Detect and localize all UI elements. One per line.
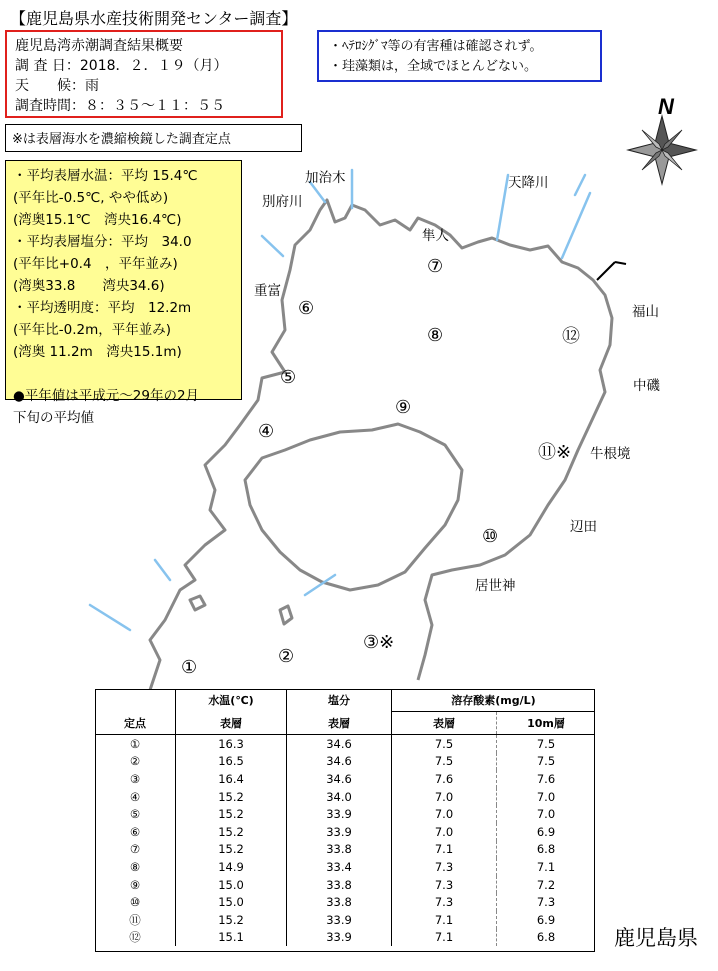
cell-salinity: 33.9 (287, 805, 392, 823)
stat-line: ・平均表層水温：平均 15.4℃ (13, 168, 198, 184)
header-temp-surface: 表層 (176, 712, 287, 735)
cell-station: ⑤ (129, 807, 141, 822)
station-marker-5: ⑤ (280, 367, 297, 388)
station-marker-2: ② (278, 646, 295, 667)
cell-salinity: 33.8 (287, 841, 392, 859)
place-fukuyama: 福山 (632, 304, 659, 320)
findings-box (317, 30, 602, 82)
table-row (95, 770, 595, 788)
stat-line: (平年比+0.4 ，平年並み) (13, 256, 178, 272)
cell-salinity: 34.6 (287, 735, 392, 753)
cell-oxygen-surface: 7.0 (392, 788, 497, 806)
cell-station: ⑪ (129, 912, 141, 927)
header-oxygen-10m: 10m層 (497, 712, 596, 735)
cell-oxygen-10m: 6.8 (497, 841, 596, 859)
cell-salinity: 33.4 (287, 858, 392, 876)
cell-oxygen-surface: 7.1 (392, 841, 497, 859)
table-row (95, 841, 595, 859)
stat-line: 下旬の平均値 (13, 410, 94, 426)
cell-salinity: 34.0 (287, 788, 392, 806)
cell-oxygen-surface: 7.1 (392, 911, 497, 929)
cell-station: ② (129, 754, 141, 769)
stat-line: ●平年値は平成元〜29年の2月 (13, 388, 200, 404)
cell-salinity: 34.6 (287, 770, 392, 788)
cell-temp: 16.5 (176, 753, 287, 771)
cell-oxygen-10m: 7.2 (497, 876, 596, 894)
cell-station: ③ (129, 771, 141, 786)
station-marker-4: ④ (258, 421, 275, 442)
cape-marker (597, 262, 615, 280)
cell-station: ⑧ (129, 859, 141, 874)
cell-oxygen-10m: 7.0 (497, 788, 596, 806)
place-ushinekyo: 牛根境 (590, 446, 631, 462)
stat-line: ・平均透明度：平均 12.2m (13, 300, 192, 316)
station-marker-10: ⑩ (482, 526, 499, 547)
cell-salinity: 33.8 (287, 876, 392, 894)
cell-temp: 15.2 (176, 805, 287, 823)
survey-summary-box (5, 30, 283, 118)
station-marker-8: ⑧ (427, 325, 444, 346)
cell-salinity: 34.6 (287, 753, 392, 771)
header-station-blank (95, 689, 176, 712)
station-marker-3: ③※ (363, 632, 395, 653)
cell-oxygen-10m: 7.3 (497, 893, 596, 911)
cell-salinity: 33.9 (287, 911, 392, 929)
page-title: 【鹿児島県水産技術開発センター調査】 (10, 9, 298, 28)
place-shigetomi: 重富 (254, 283, 281, 299)
cell-oxygen-10m: 7.5 (497, 735, 596, 753)
stat-line: (湾奥33.8 湾央34.6) (13, 278, 165, 294)
finding-harmful-species: ・ﾍﾃﾛｼｸﾞﾏ等の有害種は確認されず。 (329, 39, 543, 54)
concentrate-note: ※は表層海水を濃縮検鏡した調査定点 (5, 124, 302, 152)
header-oxygen: 溶存酸素(mg/L) (392, 689, 596, 712)
cell-station: ④ (129, 789, 141, 804)
table-row (95, 805, 595, 823)
cell-oxygen-surface: 7.1 (392, 929, 497, 947)
cell-oxygen-10m: 7.0 (497, 805, 596, 823)
header-salinity: 塩分 (287, 689, 392, 712)
header-salinity-surface: 表層 (287, 712, 392, 735)
cell-oxygen-10m: 6.8 (497, 929, 596, 947)
cell-station: ⑩ (129, 895, 141, 910)
stat-line: (平年比-0.2m，平年並み) (13, 322, 172, 338)
cell-temp: 16.3 (176, 735, 287, 753)
cell-station: ⑫ (129, 930, 141, 945)
table-row (95, 929, 595, 947)
cell-salinity: 33.9 (287, 929, 392, 947)
cell-temp: 15.1 (176, 929, 287, 947)
cape-marker-tip (615, 262, 626, 264)
credit-label: 鹿児島県 (614, 926, 698, 950)
cell-oxygen-10m: 7.1 (497, 858, 596, 876)
place-nakaiso: 中磯 (633, 378, 660, 394)
stat-line: (平年比-0.5℃, やや低め) (13, 190, 169, 206)
cell-oxygen-surface: 7.3 (392, 876, 497, 894)
cell-station: ⑥ (129, 824, 141, 839)
cell-temp: 15.0 (176, 876, 287, 894)
cell-station: ① (129, 736, 141, 751)
north-label: N (658, 94, 674, 119)
cell-temp: 16.4 (176, 770, 287, 788)
table-row (95, 735, 595, 753)
cell-oxygen-surface: 7.6 (392, 770, 497, 788)
stat-spacer (13, 363, 241, 385)
cell-temp: 15.2 (176, 911, 287, 929)
cell-oxygen-10m: 7.6 (497, 770, 596, 788)
station-marker-7: ⑦ (427, 256, 444, 277)
cell-salinity: 33.8 (287, 893, 392, 911)
cell-oxygen-surface: 7.5 (392, 753, 497, 771)
station-marker-12: ⑫ (562, 326, 580, 347)
survey-date: 調 査 日：2018．２．１９（月） (15, 58, 228, 74)
cell-temp: 15.2 (176, 788, 287, 806)
stat-line: (湾奥15.1℃ 湾央16.4℃) (13, 212, 182, 228)
finding-diatoms: ・珪藻類は，全域でほとんどない。 (329, 59, 538, 74)
survey-time: 調査時間：８：３５〜１１：５５ (15, 98, 225, 114)
place-hayato: 隼人 (422, 228, 449, 244)
survey-data-table (95, 689, 595, 946)
stat-line: ・平均表層塩分：平均 34.0 (13, 234, 192, 250)
north-arrow-icon (628, 116, 696, 184)
table-row (95, 753, 595, 771)
table-header-row (95, 689, 595, 712)
table-row (95, 911, 595, 929)
table-row (95, 788, 595, 806)
table-subheader-row (95, 712, 595, 735)
table-row (95, 823, 595, 841)
place-iseishin: 居世神 (475, 578, 516, 594)
cell-station: ⑨ (129, 877, 141, 892)
station-marker-1: ① (181, 657, 198, 678)
cell-oxygen-surface: 7.5 (392, 735, 497, 753)
cell-oxygen-surface: 7.0 (392, 805, 497, 823)
cell-oxygen-10m: 7.5 (497, 753, 596, 771)
header-station: 定点 (95, 712, 176, 735)
cell-temp: 15.2 (176, 841, 287, 859)
cell-station: ⑦ (129, 842, 141, 857)
table-row (95, 893, 595, 911)
cell-temp: 14.9 (176, 858, 287, 876)
place-tenkou-river: 天降川 (508, 175, 549, 191)
table-row (95, 858, 595, 876)
station-marker-9: ⑨ (395, 397, 412, 418)
cell-oxygen-10m: 6.9 (497, 823, 596, 841)
station-marker-11: ⑪※ (538, 442, 572, 463)
cell-temp: 15.2 (176, 823, 287, 841)
place-kajiki: 加治木 (305, 170, 346, 186)
table-row (95, 876, 595, 894)
place-henda: 辺田 (570, 519, 597, 535)
cell-salinity: 33.9 (287, 823, 392, 841)
station-marker-6: ⑥ (298, 298, 315, 319)
summary-heading: 鹿児島湾赤潮調査結果概要 (15, 38, 183, 54)
header-oxygen-surface: 表層 (392, 712, 497, 735)
stat-line: (湾奥 11.2m 湾央15.1m) (13, 344, 182, 360)
average-stats-box (5, 160, 242, 426)
cell-oxygen-surface: 7.3 (392, 893, 497, 911)
place-beppu-river: 別府川 (262, 194, 303, 210)
survey-weather: 天 候：雨 (15, 78, 99, 94)
header-temp: 水温(℃) (176, 689, 287, 712)
cell-oxygen-surface: 7.0 (392, 823, 497, 841)
cell-temp: 15.0 (176, 893, 287, 911)
cell-oxygen-surface: 7.3 (392, 858, 497, 876)
cell-oxygen-10m: 6.9 (497, 911, 596, 929)
